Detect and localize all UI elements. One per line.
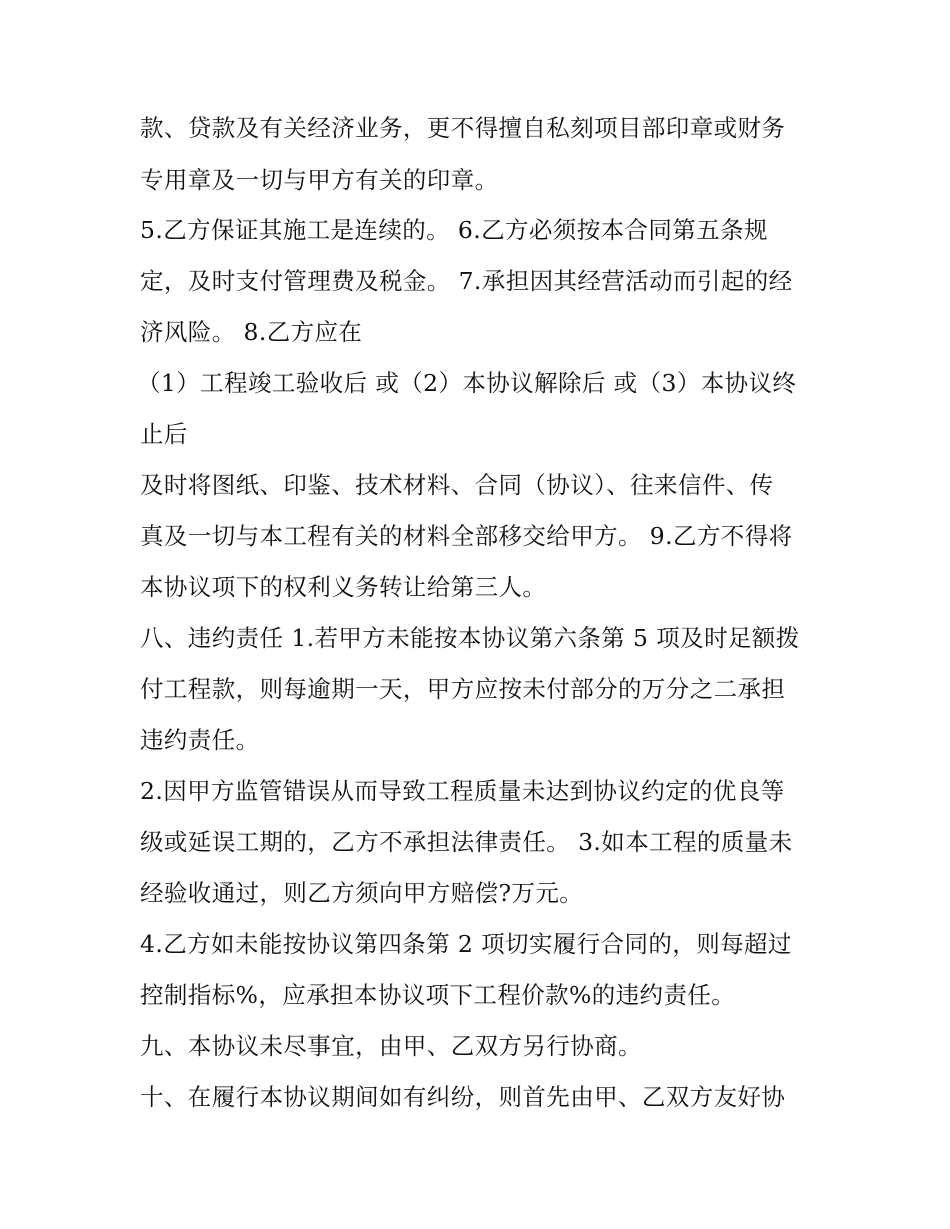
text-line: 止后 bbox=[140, 420, 188, 448]
section-heading-line: 九、本协议未尽事宜，由甲、乙双方另行协商。 bbox=[140, 1032, 642, 1060]
text-line: 专用章及一切与甲方有关的印章。 bbox=[140, 166, 499, 194]
text-line: 2.因甲方监管错误从而导致工程质量未达到协议约定的优良等 bbox=[140, 777, 785, 805]
text-line: 本协议项下的权利义务转让给第三人。 bbox=[140, 573, 547, 601]
text-line: 款、贷款及有关经济业务，更不得擅自私刻项目部印章或财务 bbox=[140, 114, 786, 142]
text-line: 济风险。 8.乙方应在 bbox=[140, 318, 363, 346]
text-line: 5.乙方保证其施工是连续的。 6.乙方必须按本合同第五条规 bbox=[140, 216, 768, 244]
text-line: 定，及时支付管理费及税金。 7.承担因其经营活动而引起的经 bbox=[140, 267, 793, 295]
text-line: 及时将图纸、印鉴、技术材料、合同（协议）、往来信件、传 bbox=[140, 471, 774, 499]
text-line: 级或延误工期的，乙方不承担法律责任。 3.如本工程的质量未 bbox=[140, 828, 793, 856]
text-line: 经验收通过，则乙方须向甲方赔偿?万元。 bbox=[140, 879, 584, 907]
text-line: 4.乙方如未能按协议第四条第 2 项切实履行合同的，则每超过 bbox=[140, 930, 792, 958]
text-line: 控制指标%，应承担本协议项下工程价款%的违约责任。 bbox=[140, 981, 736, 1009]
text-line: 违约责任。 bbox=[140, 726, 260, 754]
text-line: 真及一切与本工程有关的材料全部移交给甲方。 9.乙方不得将 bbox=[140, 522, 793, 550]
section-heading-line: 八、违约责任 1.若甲方未能按本协议第六条第 5 项及时足额拨 bbox=[140, 624, 800, 652]
text-line: 付工程款，则每逾期一天，甲方应按未付部分的万分之二承担 bbox=[140, 675, 786, 703]
section-heading-line: 十、在履行本协议期间如有纠纷，则首先由甲、乙双方友好协 bbox=[140, 1083, 786, 1111]
text-line: （1）工程竣工验收后 或（2）本协议解除后 或（3）本协议终 bbox=[137, 369, 797, 397]
